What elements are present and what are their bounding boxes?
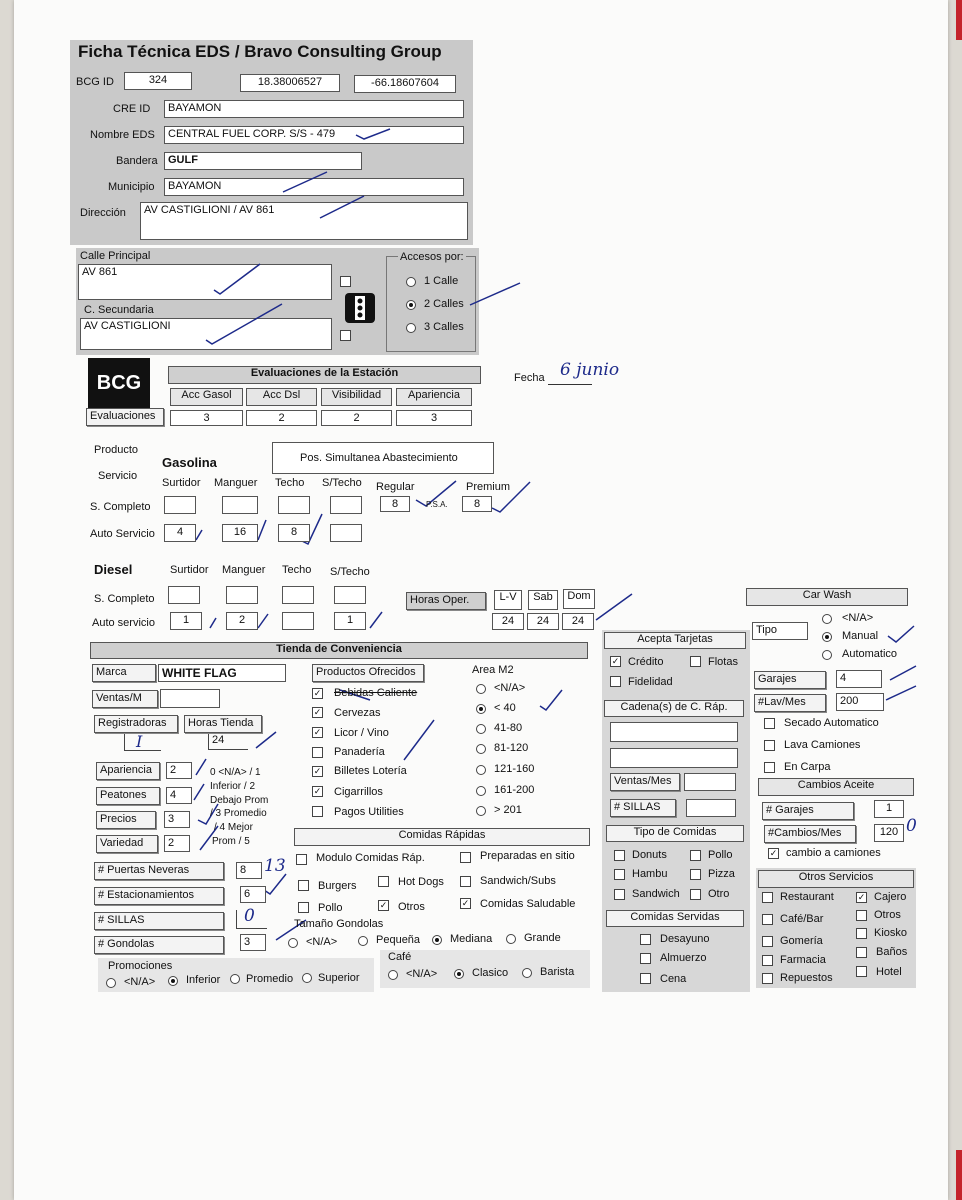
horas-col-lv: L-V [494, 590, 522, 610]
checkmark-icon [196, 759, 206, 775]
servida-checkbox-1[interactable] [640, 953, 651, 964]
producto-label-0: Bebidas Caliente [334, 687, 418, 699]
otro-label-9: Hotel [876, 966, 902, 978]
tamano-option-3: Grande [524, 932, 561, 944]
comida-label-2: Burgers [318, 880, 357, 892]
otro-label-8: Repuestos [780, 972, 833, 984]
producto-label: Producto [94, 444, 139, 456]
otro-label-4: Kiosko [874, 927, 908, 939]
tamano-radio-0[interactable] [288, 938, 298, 948]
producto-checkbox-1[interactable]: ✓ [313, 707, 322, 717]
horas-col-dom: Dom [563, 589, 595, 609]
comidas-servidas-header: Comidas Servidas [606, 910, 744, 927]
dsl-sc-techo[interactable] [282, 586, 314, 604]
eval-col-acc-gasol: Acc Gasol [170, 388, 243, 406]
gondolas-field[interactable]: 3 [240, 934, 266, 951]
otro-label-6: Baños [876, 946, 908, 958]
gas-s-completo-label: S. Completo [90, 501, 151, 513]
checkmark-icon [196, 530, 202, 540]
cre-id-label: CRE ID [113, 103, 151, 115]
area-option-2: 41-80 [494, 722, 523, 734]
otro-label-0: Restaurant [780, 891, 834, 903]
estacionamientos-label: # Estacionamientos [94, 887, 224, 905]
cafe-option-0: <N/A> [406, 968, 438, 980]
eval-col-visibilidad: Visibilidad [321, 388, 392, 406]
lava-camiones-label: Lava Camiones [784, 739, 861, 751]
servicio-label: Servicio [98, 470, 138, 482]
otro-label-7: Farmacia [780, 954, 826, 966]
servida-label-1: Almuerzo [660, 952, 707, 964]
checkmark-icon [404, 720, 434, 760]
nombre-label: Nombre EDS [90, 129, 155, 141]
cr-sillas-field[interactable] [686, 799, 736, 817]
scale-line-1: 0 <N/A> / 1 [210, 767, 261, 778]
ca-cambios-handwritten: 0 [906, 816, 917, 836]
tamano-radio-3[interactable] [506, 934, 516, 944]
en-carpa-label: En Carpa [784, 761, 831, 773]
tamano-gondolas-label: Tamaño Gondolas [294, 918, 384, 930]
nombre-field[interactable]: CENTRAL FUEL CORP. S/S - 479 [164, 126, 464, 144]
car-wash-header: Car Wash [746, 588, 908, 606]
scale-line-3: Debajo Prom [210, 795, 269, 806]
puertas-handwritten: 13 [264, 856, 286, 876]
checkmark-icon [470, 283, 520, 305]
tamano-option-1: Pequeña [376, 934, 421, 946]
registradoras-label: Registradoras [94, 715, 178, 733]
horas-col-sab: Sab [528, 590, 558, 610]
area-radio-5[interactable] [476, 786, 486, 796]
gas-sc-techo[interactable] [278, 496, 310, 514]
area-option-0: <N/A> [494, 682, 526, 694]
otro-checkbox-7[interactable] [762, 955, 773, 966]
checkmark-icon [256, 732, 276, 748]
dsl-col-manguer: Manguer [222, 564, 266, 576]
credito-label: Crédito [628, 656, 664, 668]
comida-label-3: Hot Dogs [398, 876, 444, 888]
tipo-checkbox-5[interactable] [690, 889, 701, 900]
area-option-1: < 40 [494, 702, 516, 714]
servida-label-0: Desayuno [660, 933, 710, 945]
tienda-header: Tienda de Conveniencia [90, 642, 588, 659]
promo-radio-1[interactable] [168, 976, 178, 986]
ca-garajes-label: # Garajes [762, 802, 854, 820]
tipo-comidas-header: Tipo de Comidas [606, 825, 744, 842]
eval-acc-gasol-value[interactable]: 3 [170, 410, 243, 426]
tipo-label-3: Pizza [708, 868, 735, 880]
cadena-field-2[interactable] [610, 748, 738, 768]
otro-checkbox-9[interactable] [856, 966, 867, 977]
checkmark-icon [194, 784, 204, 800]
tipo-label-5: Otro [708, 888, 730, 900]
scale-line-6: Prom / 5 [212, 836, 250, 847]
dsl-s-completo-label: S. Completo [94, 593, 155, 605]
bandera-label: Bandera [116, 155, 158, 167]
producto-label-4: Billetes Lotería [334, 765, 407, 777]
checkmark-icon [320, 196, 364, 218]
evaluaciones-label: Evaluaciones [86, 408, 164, 426]
premium-label: Premium [466, 481, 511, 493]
tienda-sillas-label: # SILLAS [94, 912, 224, 930]
variedad-field[interactable]: 2 [164, 835, 190, 852]
otro-checkbox-4[interactable] [856, 928, 867, 939]
dsl-col-surtidor: Surtidor [170, 564, 209, 576]
marca-label: Marca [92, 664, 156, 682]
apariencia-label: Apariencia [96, 762, 160, 780]
pos-simultanea-label: Pos. Simultanea Abastecimiento [300, 452, 458, 464]
producto-label-5: Cigarrillos [334, 786, 383, 798]
tamano-radio-2[interactable] [432, 935, 442, 945]
tipo-checkbox-3[interactable] [690, 869, 701, 880]
otro-label-5: Gomería [780, 935, 823, 947]
bcg-id-field[interactable]: 324 [124, 72, 192, 90]
checkmark-icon [264, 874, 286, 894]
gasolina-title: Gasolina [162, 455, 217, 470]
credito-checkbox[interactable]: ✓ [611, 656, 620, 666]
gas-auto-surtidor[interactable]: 4 [164, 524, 196, 542]
flotas-label: Flotas [708, 656, 738, 668]
accesos-label: Accesos por: [400, 251, 464, 263]
area-option-5: 161-200 [494, 784, 535, 796]
dsl-col-s-techo: S/Techo [330, 566, 370, 578]
checkmark-icon [258, 614, 268, 628]
promo-radio-3[interactable] [302, 973, 312, 983]
dsl-sc-manguer[interactable] [226, 586, 258, 604]
tipo-checkbox-2[interactable] [614, 869, 625, 880]
tipo-checkbox-1[interactable] [690, 850, 701, 861]
peatones-field[interactable]: 4 [166, 787, 192, 804]
dsl-sc-s-techo[interactable] [334, 586, 366, 604]
promociones-label: Promociones [108, 960, 173, 972]
dsl-auto-s-techo[interactable]: 1 [334, 612, 366, 630]
promo-radio-0[interactable] [106, 978, 116, 988]
precios-field[interactable]: 3 [164, 811, 190, 828]
dsl-col-techo: Techo [282, 564, 312, 576]
otro-label-3: Café/Bar [780, 913, 824, 925]
longitude-field[interactable]: -66.18607604 [354, 75, 456, 93]
otro-checkbox-2[interactable] [856, 910, 867, 921]
cr-sillas-label: # SILLAS [610, 799, 676, 817]
cw-tipo-radio-2[interactable] [822, 650, 832, 660]
acepta-tarjetas-header: Acepta Tarjetas [604, 632, 746, 649]
scale-line-5: / 4 Mejor [214, 822, 253, 833]
calle-secundaria-field[interactable]: AV CASTIGLIONI [80, 318, 332, 350]
cafe-radio-2[interactable] [522, 968, 532, 978]
producto-label-3: Panadería [334, 746, 385, 758]
regular-field[interactable]: 8 [380, 496, 410, 512]
secado-label: Secado Automatico [784, 717, 879, 729]
puertas-label: # Puertas Neveras [94, 862, 224, 880]
checkmark-icon [540, 690, 562, 710]
area-option-6: > 201 [494, 804, 522, 816]
checkmark-icon [886, 686, 916, 700]
dsl-auto-label: Auto servicio [92, 617, 155, 629]
cambio-camiones-checkbox[interactable]: ✓ [769, 848, 778, 858]
producto-label-6: Pagos Utilities [334, 806, 404, 818]
servida-checkbox-2[interactable] [640, 973, 651, 984]
ventas-m-label: Ventas/M [92, 690, 158, 708]
promo-option-3: Superior [318, 972, 360, 984]
cafe-option-2: Barista [540, 966, 575, 978]
fecha-label: Fecha [514, 372, 545, 384]
puertas-field[interactable]: 8 [236, 862, 262, 879]
comida-checkbox-0[interactable] [296, 854, 307, 865]
acceso-1-label: 1 Calle [424, 275, 459, 287]
scale-line-4: / 3 Promedio [210, 808, 267, 819]
producto-checkbox-2[interactable]: ✓ [313, 727, 322, 737]
area-radio-0[interactable] [476, 684, 486, 694]
checkmark-icon [210, 618, 216, 628]
checkmark-icon [370, 612, 382, 628]
cw-tipo-option-0: <N/A> [842, 612, 874, 624]
eval-apariencia-value[interactable]: 3 [396, 410, 472, 426]
ventas-m-field[interactable] [160, 689, 220, 708]
eval-acc-dsl-value[interactable]: 2 [246, 410, 317, 426]
en-carpa-checkbox[interactable] [764, 762, 775, 773]
promo-option-2: Promedio [246, 973, 294, 985]
comida-label-5: Pollo [318, 902, 343, 914]
fecha-handwritten: 6 junio [560, 360, 620, 380]
gas-col-surtidor: Surtidor [162, 477, 201, 489]
comidas-rapidas-header: Comidas Rápidas [294, 828, 590, 846]
area-radio-4[interactable] [476, 765, 486, 775]
area-radio-2[interactable] [476, 724, 486, 734]
car-wash-tipo-label: Tipo [752, 622, 808, 640]
otro-checkbox-8[interactable] [762, 973, 773, 984]
gas-col-techo: Techo [275, 477, 305, 489]
otros-servicios-header: Otros Servicios [758, 870, 914, 888]
fecha-line [548, 384, 592, 385]
comida-label-0: Modulo Comidas Ráp. [316, 852, 425, 864]
comida-label-1: Preparadas en sitio [480, 850, 575, 862]
producto-checkbox-6[interactable] [312, 806, 323, 817]
lava-camiones-checkbox[interactable] [764, 740, 775, 751]
horas-tienda-label: Horas Tienda [184, 715, 262, 733]
horas-sab-value[interactable]: 24 [527, 613, 559, 630]
gas-auto-manguer[interactable]: 16 [222, 524, 258, 542]
comida-label-4: Sandwich/Subs [480, 875, 556, 887]
registradoras-field[interactable] [124, 734, 161, 751]
comida-label-6: Otros [398, 901, 425, 913]
area-radio-6[interactable] [476, 806, 486, 816]
comida-checkbox-5[interactable] [298, 902, 309, 913]
cr-ventas-label: Ventas/Mes [610, 773, 680, 791]
marca-field[interactable]: WHITE FLAG [158, 664, 286, 682]
fidelidad-checkbox[interactable] [610, 676, 621, 687]
dsl-sc-surtidor[interactable] [168, 586, 200, 604]
cw-lav-field[interactable]: 200 [836, 693, 884, 711]
checkmark-icon [206, 304, 282, 344]
comida-checkbox-6[interactable]: ✓ [379, 900, 388, 910]
comida-checkbox-2[interactable] [298, 880, 309, 891]
cadena-field-1[interactable] [610, 722, 738, 742]
estacionamientos-field[interactable]: 6 [240, 886, 266, 903]
cafe-label: Café [388, 951, 412, 963]
eval-col-acc-dsl: Acc Dsl [246, 388, 317, 406]
cw-tipo-option-2: Automatico [842, 648, 898, 660]
horas-lv-value[interactable]: 24 [492, 613, 524, 630]
acceso-2-label: 2 Calles [424, 298, 464, 310]
tipo-label-0: Donuts [632, 849, 667, 861]
tipo-checkbox-4[interactable] [614, 889, 625, 900]
ca-cambios-label: #Cambios/Mes [764, 825, 856, 843]
eval-col-apariencia: Apariencia [396, 388, 472, 406]
otro-label-2: Otros [874, 909, 901, 921]
comida-checkbox-7[interactable]: ✓ [461, 898, 470, 908]
tamano-radio-1[interactable] [358, 936, 368, 946]
tamano-option-0: <N/A> [306, 936, 338, 948]
gas-col-manguer: Manguer [214, 477, 258, 489]
comida-checkbox-4[interactable] [460, 876, 471, 887]
municipio-field[interactable]: BAYAMON [164, 178, 464, 196]
ca-garajes-field[interactable]: 1 [874, 800, 904, 818]
checkmark-icon [356, 129, 390, 139]
otro-checkbox-0[interactable] [762, 892, 773, 903]
cadena-label: Cadena(s) de C. Ráp. [604, 700, 744, 717]
checkmark-icon [890, 666, 916, 680]
form-title: Ficha Técnica EDS / Bravo Consulting Group [78, 42, 442, 61]
calle-secundaria-label: C. Secundaria [84, 304, 154, 316]
apariencia-field[interactable]: 2 [166, 762, 192, 779]
cw-tipo-radio-1[interactable] [822, 632, 832, 642]
gondolas-label: # Gondolas [94, 936, 224, 954]
peatones-label: Peatones [96, 787, 160, 805]
gas-sc-manguer[interactable] [222, 496, 258, 514]
direccion-label: Dirección [80, 207, 126, 219]
cw-tipo-radio-0[interactable] [822, 614, 832, 624]
cambios-aceite-header: Cambios Aceite [758, 778, 914, 796]
dsl-auto-techo[interactable] [282, 612, 314, 630]
producto-checkbox-3[interactable] [312, 747, 323, 758]
cre-id-field[interactable]: BAYAMON [164, 100, 464, 118]
gas-sc-s-techo[interactable] [330, 496, 362, 514]
checkmark-icon [283, 172, 327, 192]
cafe-option-1: Clasico [472, 967, 509, 979]
gas-auto-label: Auto Servicio [90, 528, 155, 540]
tamano-option-2: Mediana [450, 933, 493, 945]
cw-garajes-label: Garajes [754, 671, 826, 689]
horas-tienda-field[interactable]: 24 [208, 734, 248, 750]
cambio-camiones-label: cambio a camiones [786, 847, 881, 859]
producto-label-2: Licor / Vino [334, 727, 389, 739]
latitude-field[interactable]: 18.38006527 [240, 74, 340, 92]
tipo-label-1: Pollo [708, 849, 733, 861]
scale-line-2: Inferior / 2 [210, 781, 256, 792]
otro-checkbox-3[interactable] [762, 914, 773, 925]
area-m2-label: Area M2 [472, 664, 514, 676]
registradoras-handwritten: I [136, 732, 143, 751]
cw-garajes-field[interactable]: 4 [836, 670, 882, 688]
bcg-logo: BCG [88, 358, 150, 408]
ca-cambios-field[interactable]: 120 [874, 824, 904, 842]
tienda-sillas-handwritten: 0 [244, 906, 255, 926]
promo-radio-2[interactable] [230, 974, 240, 984]
evaluaciones-header: Evaluaciones de la Estación [168, 366, 481, 384]
premium-field[interactable]: 8 [462, 496, 492, 512]
tipo-checkbox-0[interactable] [614, 850, 625, 861]
bandera-field[interactable]: GULF [164, 152, 362, 170]
tipo-label-4: Sandwich [632, 888, 680, 900]
municipio-label: Municipio [108, 181, 155, 193]
checkmark-icon [214, 264, 260, 294]
otro-checkbox-5[interactable] [762, 936, 773, 947]
dsl-auto-surtidor[interactable]: 1 [170, 612, 202, 630]
area-radio-1[interactable] [476, 704, 486, 714]
regular-label: Regular [376, 481, 415, 493]
gas-auto-s-techo[interactable] [330, 524, 362, 542]
cafe-radio-0[interactable] [388, 970, 398, 980]
cw-tipo-option-1: Manual [842, 630, 879, 642]
acceso-3-label: 3 Calles [424, 321, 464, 333]
horas-oper-label: Horas Oper. [406, 592, 486, 610]
gas-auto-techo[interactable]: 8 [278, 524, 310, 542]
servida-checkbox-0[interactable] [640, 934, 651, 945]
secado-checkbox[interactable] [764, 718, 775, 729]
flotas-checkbox[interactable] [690, 656, 701, 667]
checkmark-icon [258, 520, 266, 540]
gas-sc-surtidor[interactable] [164, 496, 196, 514]
horas-dom-value[interactable]: 24 [562, 613, 594, 630]
cafe-radio-1[interactable] [454, 969, 464, 979]
producto-label-1: Cervezas [334, 707, 381, 719]
calle-principal-label: Calle Principal [80, 250, 151, 262]
gas-col-s-techo: S/Techo [322, 477, 362, 489]
promo-option-0: <N/A> [124, 976, 156, 988]
fidelidad-label: Fidelidad [628, 676, 673, 688]
dsl-auto-manguer[interactable]: 2 [226, 612, 258, 630]
cw-lav-label: #Lav/Mes [754, 694, 826, 712]
direccion-field[interactable]: AV CASTIGLIONI / AV 861 [140, 202, 468, 240]
calle-principal-field[interactable]: AV 861 [78, 264, 332, 300]
bcg-id-label: BCG ID [76, 76, 114, 88]
otro-checkbox-1[interactable]: ✓ [857, 892, 866, 902]
servida-label-2: Cena [660, 973, 687, 985]
otro-label-1: Cajero [874, 891, 907, 903]
checkmark-icon [888, 626, 914, 642]
checkmark-icon [596, 594, 632, 620]
producto-checkbox-0[interactable]: ✓ [313, 688, 322, 698]
eval-visibilidad-value[interactable]: 2 [321, 410, 392, 426]
comida-checkbox-1[interactable] [460, 852, 471, 863]
cr-ventas-field[interactable] [684, 773, 736, 791]
diesel-title: Diesel [94, 562, 133, 577]
comida-checkbox-3[interactable] [378, 876, 389, 887]
tipo-label-2: Hambu [632, 868, 668, 880]
psa-label: P.S.A. [426, 500, 448, 509]
precios-label: Precios [96, 811, 156, 829]
otro-checkbox-6[interactable] [856, 947, 867, 958]
promo-option-1: Inferior [186, 974, 221, 986]
area-option-4: 121-160 [494, 763, 535, 775]
area-radio-3[interactable] [476, 744, 486, 754]
producto-checkbox-5[interactable]: ✓ [313, 786, 322, 796]
comida-label-7: Comidas Saludable [480, 898, 576, 910]
variedad-label: Variedad [96, 835, 158, 853]
productos-label: Productos Ofrecidos [312, 664, 424, 682]
area-option-3: 81-120 [494, 742, 529, 754]
producto-checkbox-4[interactable]: ✓ [313, 766, 322, 776]
